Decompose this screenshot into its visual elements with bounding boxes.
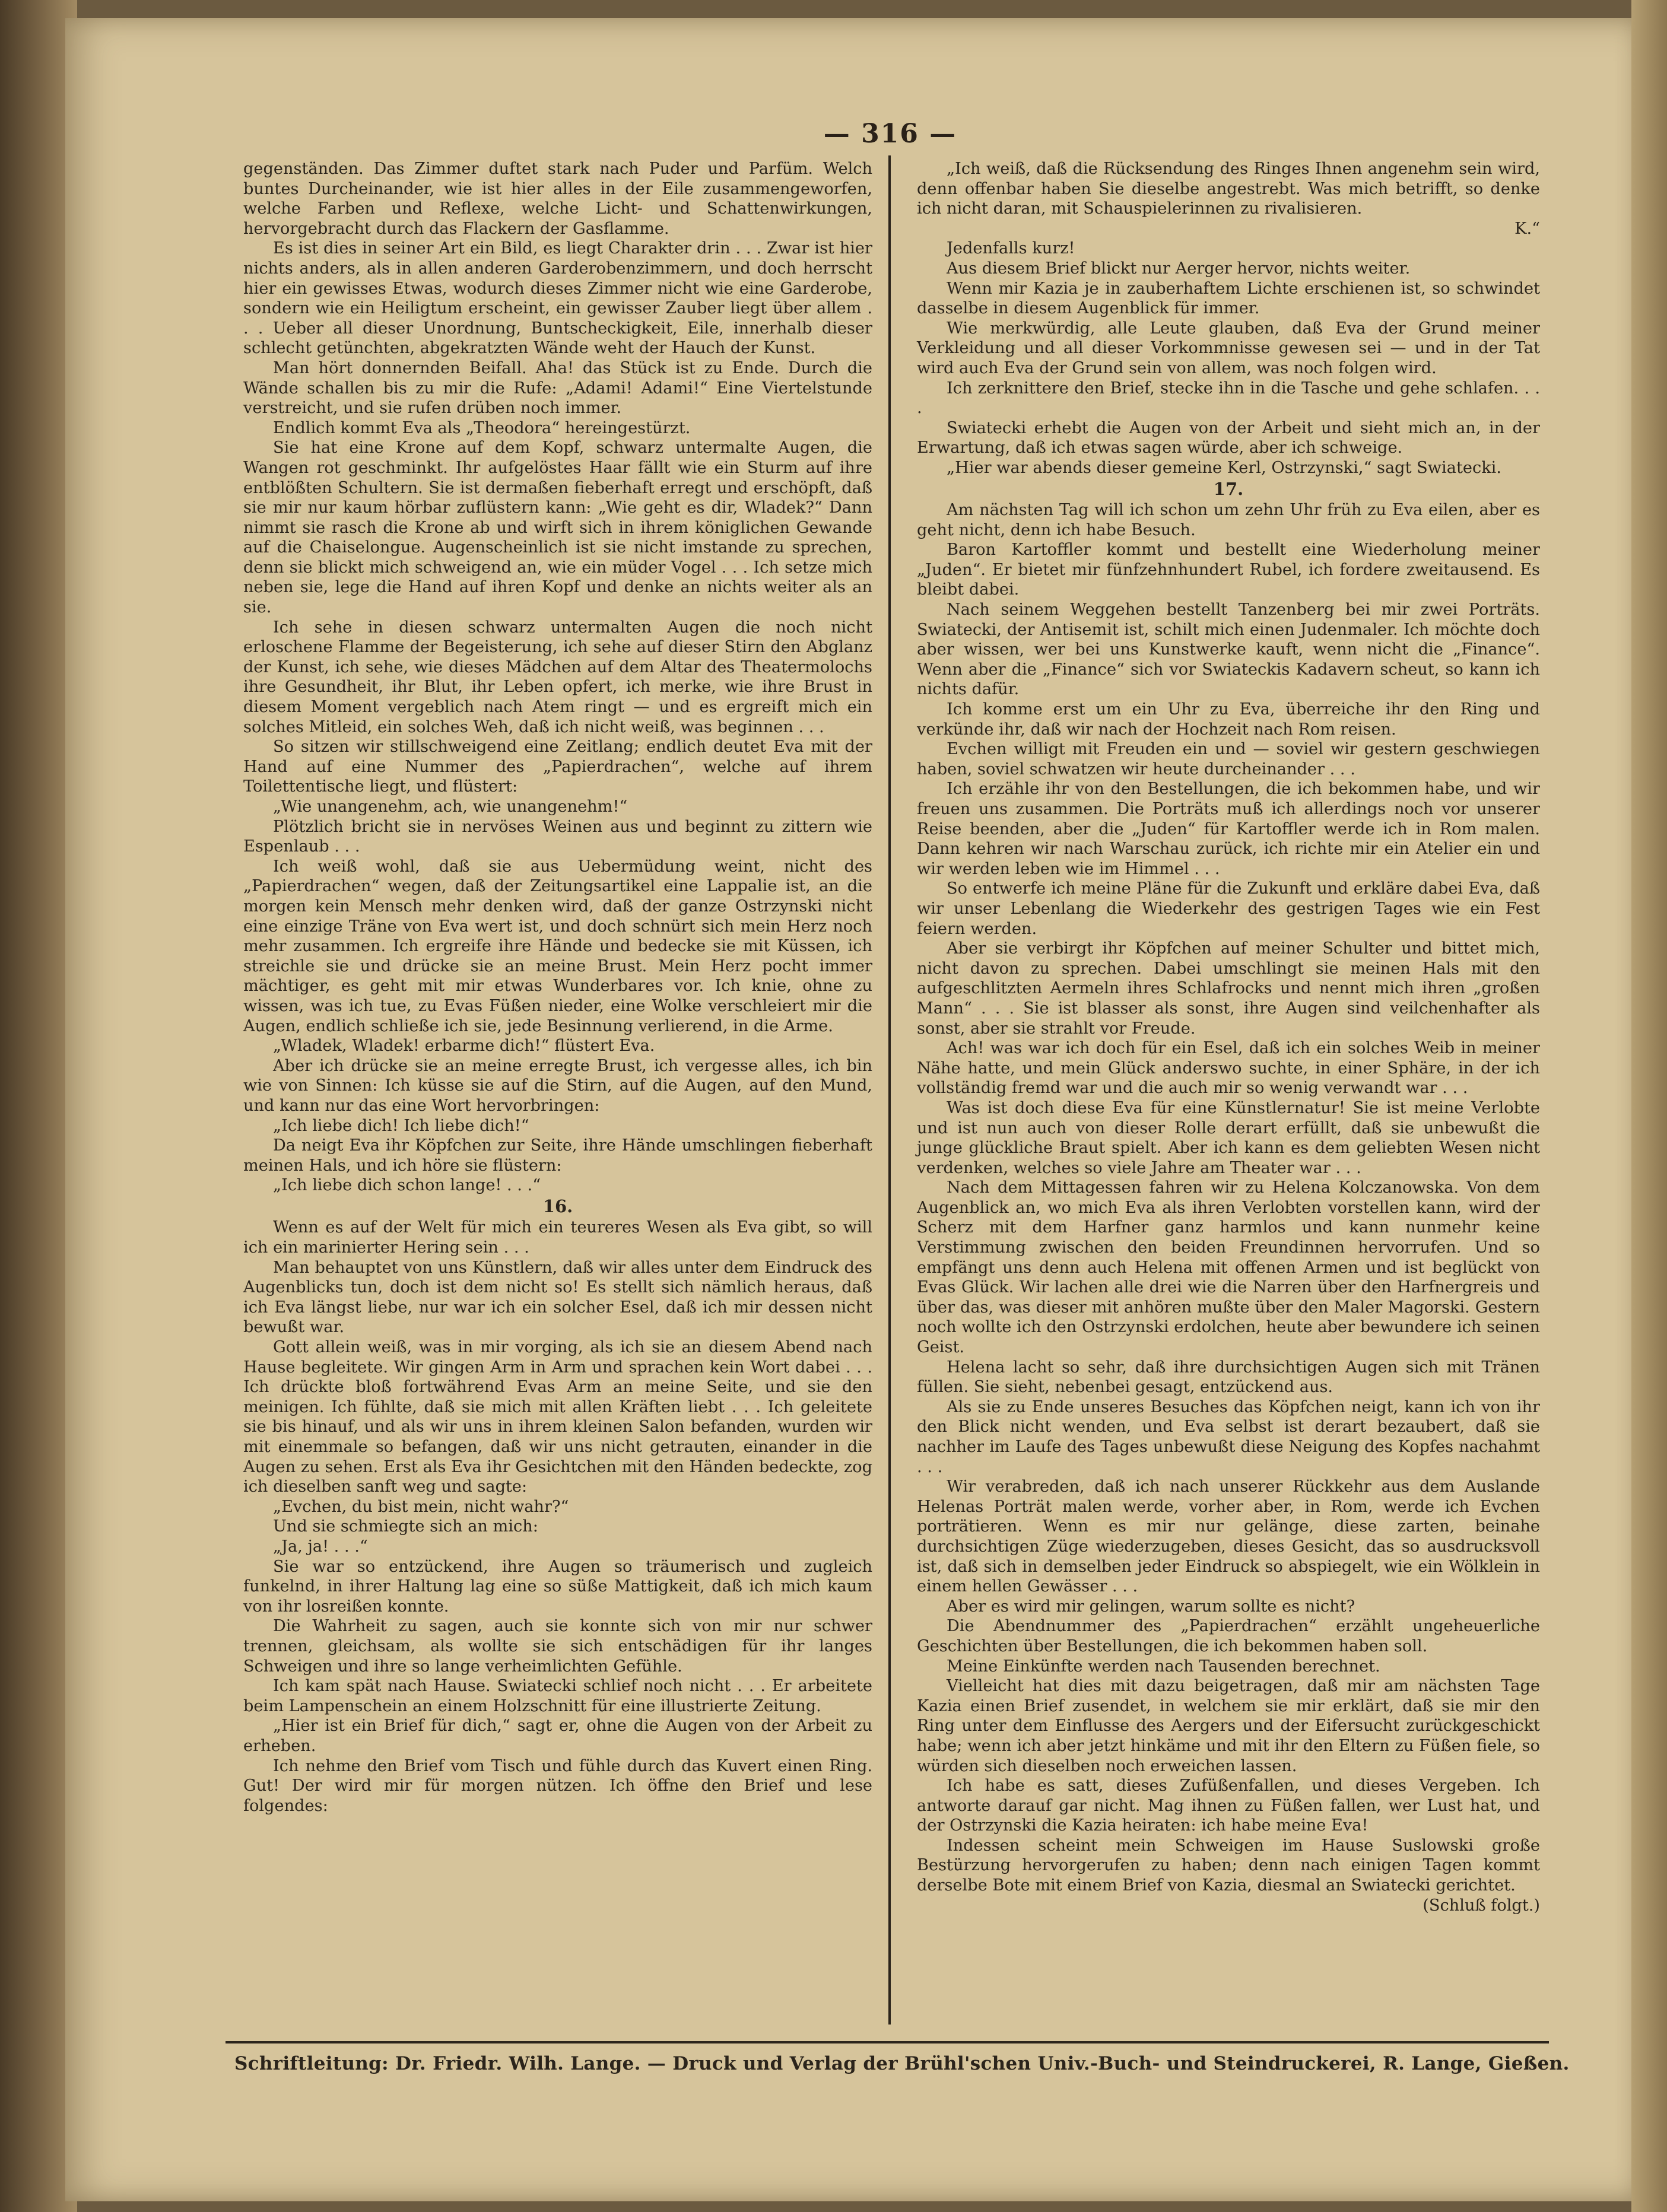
paragraph: Aber ich drücke sie an meine erregte Brust, ich vergesse alles, ich bin wie von Sinnen: Ich küsse sie auf die Stirn, auf die Augen, auf den Mund, und kann nur das eine Wort hervorbringen: [243,1056,872,1115]
paragraph: So entwerfe ich meine Pläne für die Zukunft und erkläre dabei Eva, daß wir unser Lebenlang die Wiederkehr des gestrigen Tages wie ein Fest feiern werden. [917,879,1540,938]
paragraph: Man hört donnernden Beifall. Aha! das Stück ist zu Ende. Durch die Wände schallen bis zu mir die Rufe: „Adami! Adami!“ Eine Viertelstunde verstreicht, und sie rufen drüben noch immer. [243,358,872,418]
paragraph: Nach seinem Weggehen bestellt Tanzenberg bei mir zwei Porträts. Swiatecki, der Antisemit ist, schilt mich einen Judenmaler. Ich möchte doch aber wissen, wer bei uns Kunstwerke kauft, wenn nicht die „Finance“. Wenn aber die „Finance“ sich vor Swiateckis Kadavern scheut, so kann ich nichts dafür. [917,600,1540,699]
paragraph: Sie hat eine Krone auf dem Kopf, schwarz untermalte Augen, die Wangen rot geschminkt. Ihr aufgelöstes Haar fällt wie ein Sturm auf ihre entblößten Schultern. Sie ist dermaßen fieberhaft erregt und erschöpft, daß sie mir nur kaum hörbar zuflüstern kann: „Wie geht es dir, Wladek?“ Dann nimmt sie rasch die Krone ab und wirft sich in ihrem königlichen Gewande auf die Chaiselongue. Augenscheinlich ist sie nicht imstande zu sprechen, denn sie blickt mich schweigend an, wie ein müder Vogel . . . Ich setze mich neben sie, lege die Hand auf ihren Kopf und denke an nichts weiter als an sie. [243,438,872,617]
paragraph: Die Wahrheit zu sagen, auch sie konnte sich von mir nur schwer trennen, gleichsam, als wollte sie sich entschädigen für ihr langes Schweigen und ihre so lange verheimlichten Gefühle. [243,1617,872,1676]
paragraph: Aber sie verbirgt ihr Köpfchen auf meiner Schulter und bittet mich, nicht davon zu sprechen. Dabei umschlingt sie meinen Hals mit den aufgeschlitzten Aermeln ihres Schlafrocks und nennt mich ihren „großen Mann“ . . . Sie ist blasser als sonst, ihre Augen sind veilchenhafter als sonst, aber sie strahlt vor Freude. [917,939,1540,1038]
paragraph: Man behauptet von uns Künstlern, daß wir alles unter dem Eindruck des Augenblicks tun, doch ist dem nicht so! Es stellt sich nämlich heraus, daß ich Eva längst liebe, nur war ich ein solcher Esel, daß ich mir dessen nicht bewußt war. [243,1258,872,1337]
paragraph: Aus diesem Brief blickt nur Aerger hervor, nichts weiter. [947,259,1411,278]
paragraph: „Ich liebe dich! Ich liebe dich!“ [273,1116,529,1135]
paragraph: „Ich weiß, daß die Rücksendung des Ringes Ihnen angenehm sein wird, denn offenbar haben Sie dieselbe angestrebt. Was mich betrifft, so denke ich nicht daran, mit Schauspielerinnen zu rivalisieren. [917,160,1540,218]
paragraph: Ich weiß wohl, daß sie aus Uebermüdung weint, nicht des „Papierdrachen“ wegen, daß der Zeitungsartikel eine Lappalie ist, an die morgen kein Mensch mehr denken wird, daß der ganze Ostrzynski nicht eine einzige Träne von Eva wert ist, und doch schnürt sich mein Herz noch mehr zusammen. Ich ergreife ihre Hände und bedecke sie mit Küssen, ich streichle sie und drücke sie an meine Brust. Mein Herz pocht immer mächtiger, es geht mit mir etwas Wunderbares vor. Ich knie, ohne zu wissen, was ich tue, zu Evas Füßen nieder, eine Wolke verschleiert mir die Augen, endlich schließe ich sie, jede Besinnung verlierend, in die Arme. [243,857,872,1035]
paragraph: K.“ [1514,219,1540,238]
paragraph: Meine Einkünfte werden nach Tausenden berechnet. [947,1657,1380,1676]
left-text-column [243,159,872,1816]
paragraph: Indessen scheint mein Schweigen im Hause Suslowski große Bestürzung hervorgerufen zu haben; denn nach einigen Tagen kommt derselbe Bote mit einem Brief von Kazia, diesmal an Swiatecki gerichtet. [917,1836,1540,1895]
paragraph: Wir verabreden, daß ich nach unserer Rückkehr aus dem Auslande Helenas Porträt malen werde, vorher aber, in Rom, werde ich Evchen porträtieren. Wenn es mir nur gelänge, diese zarten, beinahe durchsichtigen Züge wiederzugeben, dieses Gesicht, das so ausdrucksvoll ist, daß sich in demselben jeder Eindruck so abspiegelt, wie ein Wölklein in einem hellen Gewässer . . . [917,1477,1540,1596]
paragraph: Da neigt Eva ihr Köpfchen zur Seite, ihre Hände umschlingen fieberhaft meinen Hals, und ich höre sie flüstern: [243,1136,872,1175]
paragraph: Nach dem Mittagessen fahren wir zu Helena Kolczanowska. Von dem Augenblick an, wo mich Eva als ihren Verlobten vorstellen kann, wird der Scherz mit dem Harfner ganz harmlos und kann nunmehr keine Verstimmung zwischen den beiden Freundinnen hervorrufen. Und so empfängt uns denn auch Helena mit offenen Armen und ist beglückt von Evas Glück. Wir lachen alle drei wie die Narren über den Harfnergreis und über das, was dieser mit anhören mußte über den Maler Magorski. Gestern noch wollte ich den Ostrzynski erdolchen, heute aber bewundere ich seinen Geist. [917,1178,1540,1357]
paragraph: Vielleicht hat dies mit dazu beigetragen, daß mir am nächsten Tage Kazia einen Brief zusendet, in welchem sie mir erklärt, daß sie mir den Ring unter dem Einflusse des Aergers und der Eifersucht zurückgeschickt habe; wenn ich aber jetzt hinkäme und mit ihr den Eltern zu Füßen fiele, so würden sich dieselben noch erweichen lassen. [917,1677,1540,1775]
paragraph: Ich nehme den Brief vom Tisch und fühle durch das Kuvert einen Ring. Gut! Der wird mir für morgen nützen. Ich öffne den Brief und lese folgendes: [243,1756,872,1815]
paragraph: „Hier war abends dieser gemeine Kerl, Ostrzynski,“ sagt Swiatecki. [947,458,1502,477]
paragraph: Ich zerknittere den Brief, stecke ihn in die Tasche und gehe schlafen. . . . [917,379,1540,418]
imprint-footer: Schriftleitung: Dr. Friedr. Wilh. Lange. — Druck und Verlag der Brühl'schen Univ.-Buch- und Steindruckerei, R. Lange, Gießen. [234,2053,1570,2074]
paragraph: Ich kam spät nach Hause. Swiatecki schlief noch nicht . . . Er arbeitete beim Lampenschein an einem Holzschnitt für eine illustrierte Zeitung. [243,1677,872,1715]
paragraph: Endlich kommt Eva als „Theodora“ hereingestürzt. [273,418,691,437]
paragraph: „Wladek, Wladek! erbarme dich!“ flüstert Eva. [273,1037,655,1056]
paragraph: Wie merkwürdig, alle Leute glauben, daß Eva der Grund meiner Verkleidung und all dieser Vorkommnisse gewesen sei — und in der Tat wird auch Eva der Grund sein von allem, was noch folgen wird. [917,319,1540,377]
page-number: — 316 — [823,119,957,149]
chapter-number: 17. [1213,478,1244,499]
paragraph: „Evchen, du bist mein, nicht wahr?“ [273,1497,569,1516]
paragraph: Wenn mir Kazia je in zauberhaftem Lichte erschienen ist, so schwindet dasselbe in diesem Augenblick für immer. [917,279,1540,318]
paragraph: Was ist doch diese Eva für eine Künstlernatur! Sie ist meine Verlobte und ist nun auch von dieser Rolle derart erfüllt, daß sie unbewußt die junge glückliche Braut spielt. Aber ich kann es dem geliebten Wesen nicht verdenken, welches so viele Jahre am Theater war . . . [917,1098,1540,1177]
paragraph: Sie war so entzückend, ihre Augen so träumerisch und zugleich funkelnd, in ihrer Haltung lag eine so süße Mattigkeit, daß ich mich kaum von ihr losreißen konnte. [243,1557,872,1616]
right-text-column [917,159,1540,1915]
paragraph: Am nächsten Tag will ich schon um zehn Uhr früh zu Eva eilen, aber es geht nicht, denn ich habe Besuch. [917,501,1540,539]
paragraph: Aber es wird mir gelingen, warum sollte es nicht? [947,1597,1355,1616]
paragraph: Ich habe es satt, dieses Zufüßenfallen, und dieses Vergeben. Ich antworte darauf gar nicht. Mag ihnen zu Füßen fallen, wer Lust hat, und der Ostrzynski die Kazia heiraten: ich habe meine Eva! [917,1776,1540,1835]
paragraph: Ich sehe in diesen schwarz untermalten Augen die noch nicht erloschene Flamme der Begeisterung, ich sehe auf dieser Stirn den Abglanz der Kunst, ich sehe, wie dieses Mädchen auf dem Altar des Theatermolochs ihre Gesundheit, ihr Blut, ihr Leben opfert, ich merke, wie ihre Brust in diesem Moment vergeblich nach Atem ringt — und es ergreift mich ein solches Mitleid, ein solches Weh, daß ich nicht weiß, was beginnen . . . [243,618,872,736]
paragraph: Helena lacht so sehr, daß ihre durchsichtigen Augen sich mit Tränen füllen. Sie sieht, nebenbei gesagt, entzückend aus. [917,1358,1540,1397]
paragraph: Und sie schmiegte sich an mich: [273,1517,538,1536]
paragraph: So sitzen wir stillschweigend eine Zeitlang; endlich deutet Eva mit der Hand auf eine Nummer des „Papierdrachen“, welche auf ihrem Toilettentische liegt, und flüstert: [243,738,872,796]
paragraph: „Ja, ja! . . .“ [273,1537,368,1556]
paragraph: gegenständen. Das Zimmer duftet stark nach Puder und Parfüm. Welch buntes Durcheinander, wie ist hier alles in der Eile zusammengeworfen, welche Farben und Reflexe, welche Licht- und Schattenwirkungen, hervorgebracht durch das Flackern der Gasflamme. [243,160,872,238]
paragraph: „Ich liebe dich schon lange! . . .“ [273,1176,541,1195]
paragraph: Ach! was war ich doch für ein Esel, daß ich ein solches Weib in meiner Nähe hatte, und mein Glück anderswo suchte, in einer Sphäre, in der ich vollständig fremd war und die auch mir so wenig verwandt war . . . [917,1039,1540,1098]
paragraph: Ich komme erst um ein Uhr zu Eva, überreiche ihr den Ring und verkünde ihr, daß wir nach der Hochzeit nach Rom reisen. [917,700,1540,739]
column-divider [888,155,891,2025]
paragraph: „Hier ist ein Brief für dich,“ sagt er, ohne die Augen von der Arbeit zu erheben. [243,1717,872,1755]
paragraph: Jedenfalls kurz! [947,239,1075,258]
footer-divider [226,2041,1549,2043]
chapter-number: 16. [542,1196,573,1216]
paragraph: Baron Kartoffler kommt und bestellt eine Wiederholung meiner „Juden“. Er bietet mir fünfzehnhundert Rubel, ich fordere zweitausend. Es bleibt dabei. [917,541,1540,599]
paragraph: Es ist dies in seiner Art ein Bild, es liegt Charakter drin . . . Zwar ist hier nichts anders, als in allen anderen Garderobenzimmern, und doch herrscht hier ein gewisses Etwas, wodurch dieses Zimmer nicht wie eine Garderobe, sondern wie ein Heiligtum erscheint, ein gewisser Zauber liegt über allem . . . Ueber all dieser Unordnung, Buntscheckigkeit, Eile, innerhalb dieser schlecht getünchten, abgekratzten Wände weht der Hauch der Kunst. [243,239,872,358]
paragraph: Plötzlich bricht sie in nervöses Weinen aus und beginnt zu zittern wie Espenlaub . . . [243,817,872,856]
paragraph: Gott allein weiß, was in mir vorging, als ich sie an diesem Abend nach Hause begleitete. Wir gingen Arm in Arm und sprachen kein Wort dabei . . . Ich drückte bloß fortwährend Evas Arm an meine Seite, und sie den meinigen. Ich fühlte, daß sie mich mit allen Kräften liebt . . . Ich geleitete sie bis hinauf, und als wir uns in ihrem kleinen Salon befanden, wurden wir mit einemmale so befangen, daß wir uns nicht getrauten, einander in die Augen zu sehen. Erst als Eva ihr Gesichtchen mit den Händen bedeckte, zog ich dieselben sanft weg und sagte: [243,1338,872,1496]
paragraph: Evchen willigt mit Freuden ein und — soviel wir gestern geschwiegen haben, soviel schwatzen wir heute durcheinander . . . [917,740,1540,778]
page-edge [1631,0,1667,2212]
paragraph: Wenn es auf der Welt für mich ein teureres Wesen als Eva gibt, so will ich ein marinierter Hering sein . . . [243,1218,872,1257]
paragraph: „Wie unangenehm, ach, wie unangenehm!“ [273,797,628,816]
paragraph: Als sie zu Ende unseres Besuches das Köpfchen neigt, kann ich von ihr den Blick nicht wenden, und Eva selbst ist derart bezaubert, daß sie nachher im Laufe des Tages unbewußt diese Neigung des Kopfes nachahmt . . . [917,1397,1540,1476]
paragraph: (Schluß folgt.) [1422,1896,1540,1915]
paragraph: Ich erzähle ihr von den Bestellungen, die ich bekommen habe, und wir freuen uns zusammen. Die Porträts muß ich allerdings noch vor unserer Reise beenden, aber die „Juden“ für Kartoffler werde ich in Rom malen. Dann kehren wir nach Warschau zurück, ich richte mir ein Atelier ein und wir werden leben wie im Himmel . . . [917,780,1540,878]
paragraph: Swiatecki erhebt die Augen von der Arbeit und sieht mich an, in der Erwartung, daß ich etwas sagen würde, aber ich schweige. [917,418,1540,457]
paragraph: Die Abendnummer des „Papierdrachen“ erzählt ungeheuerliche Geschichten über Bestellungen, die ich bekommen haben soll. [917,1617,1540,1655]
